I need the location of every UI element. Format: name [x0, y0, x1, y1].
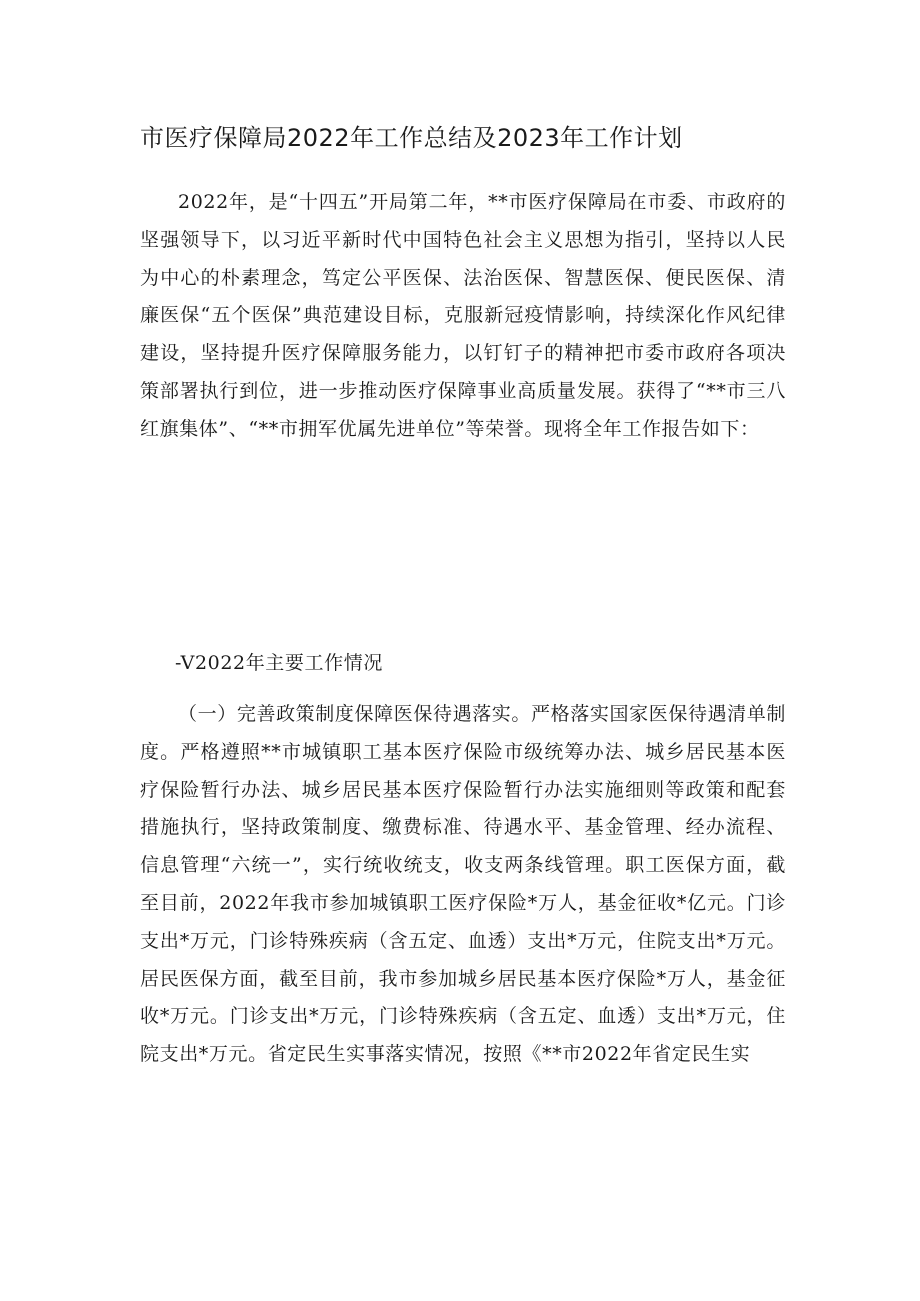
intro-paragraph: 2022年，是“十四五”开局第二年，**市医疗保障局在市委、市政府的坚强领导下，以习近平新时代中国特色社会主义思想为指引，坚持以人民为中心的朴素理念，笃定公平医保、法治医保、智慧医保、便民医保、清廉医保“五个医保”典范建设目标，克服新冠疫情影响，持续深化作风纪律建设，坚持提升医疗保障服务能力，以钉钉子的精神把市委市政府各项决策部署执行到位，进一步推动医疗保障事业高质量发展。获得了“**市三八红旗集体”、“**市拥军优属先进单位”等荣誉。现将全年工作报告如下：	[140, 191, 786, 440]
document-title: 市医疗保障局2022年工作总结及2023年工作计划	[140, 124, 683, 152]
policy-paragraph: （一）完善政策制度保障医保待遇落实。严格落实国家医保待遇清单制度。严格遵照**市城镇职工基本医疗保险市级统筹办法、城乡居民基本医疗保险暂行办法、城乡居民基本医疗保险暂行办法实施细则等政策和配套措施执行，坚持政策制度、缴费标准、待遇水平、基金管理、经办流程、信息管理“六统一”，实行统收统支，收支两条线管理。职工医保方面，截至目前，2022年我市参加城镇职工医疗保险*万人，基金征收*亿元。门诊支出*万元，门诊特殊疾病（含五定、血透）支出*万元，住院支出*万元。居民医保方面，截至目前，我市参加城乡居民基本医疗保险*万人，基金征收*万元。门诊支出*万元，门诊特殊疾病（含五定、血透）支出*万元，住院支出*万元。省定民生实事落实情况，按照《**市2022年省定民生实	[140, 703, 786, 1066]
section-heading: -V2022年主要工作情况	[175, 652, 383, 674]
